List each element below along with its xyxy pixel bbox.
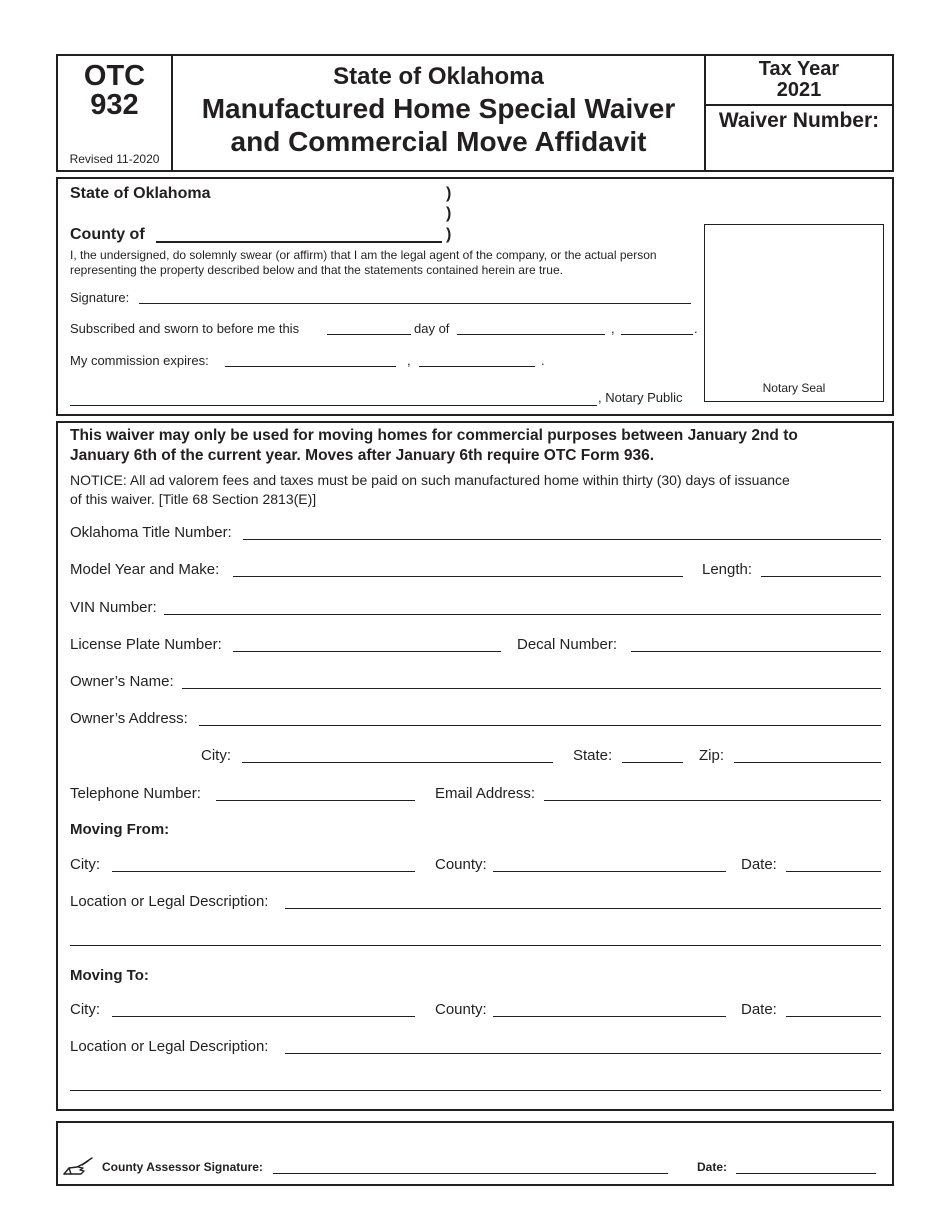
- form-title-line1: Manufactured Home Special Waiver: [201, 93, 676, 124]
- subscribed-label: Subscribed and sworn to before me this: [70, 321, 300, 336]
- commission-date-input[interactable]: [225, 350, 396, 367]
- title-number-label: Oklahoma Title Number:: [70, 524, 232, 541]
- subscribed-period: .: [694, 321, 698, 336]
- decal-label: Decal Number:: [517, 636, 618, 653]
- subscribed-comma: ,: [611, 321, 615, 336]
- from-date-label: Date:: [741, 856, 777, 873]
- owner-city-label: City:: [201, 747, 231, 764]
- assessor-date-label: Date:: [697, 1160, 728, 1174]
- owner-state-input[interactable]: [622, 746, 683, 763]
- decal-input[interactable]: [631, 635, 881, 652]
- assessor-date-input[interactable]: [736, 1157, 876, 1174]
- oath-text-line1: I, the undersigned, do solemnly swear (or affirm) that I am the legal agent of the company, or the actual person: [70, 248, 657, 262]
- commission-label: My commission expires:: [70, 353, 209, 368]
- from-county-label: County:: [435, 856, 487, 873]
- notary-seal-label: Notary Seal: [762, 381, 826, 395]
- commission-period: .: [541, 353, 545, 368]
- revised-date: Revised 11-2020: [69, 152, 160, 166]
- length-input[interactable]: [761, 560, 881, 577]
- commission-year-input[interactable]: [419, 350, 535, 367]
- writing-hand-icon: [62, 1155, 94, 1177]
- paren-1: ): [446, 185, 452, 202]
- subscribed-year-input[interactable]: [621, 318, 693, 335]
- tax-year-value: 2021: [776, 79, 822, 101]
- owner-zip-input[interactable]: [734, 746, 881, 763]
- notice-line1: NOTICE: All ad valorem fees and taxes must be paid on such manufactured home within thirty (30) days of issuance: [70, 472, 790, 488]
- from-location-label: Location or Legal Description:: [70, 893, 269, 910]
- owner-state-label: State:: [573, 747, 613, 764]
- telephone-input[interactable]: [216, 784, 415, 801]
- model-year-make-input[interactable]: [233, 560, 683, 577]
- state-title: State of Oklahoma: [333, 63, 544, 90]
- form-code-line1: OTC: [83, 60, 146, 92]
- email-label: Email Address:: [435, 785, 536, 802]
- assessor-signature-label: County Assessor Signature:: [102, 1160, 263, 1174]
- header-divider-tax: [704, 104, 894, 106]
- owner-address-label: Owner’s Address:: [70, 710, 188, 727]
- assessor-signature-input[interactable]: [273, 1157, 668, 1174]
- to-location-label: Location or Legal Description:: [70, 1038, 269, 1055]
- form-title-line2: and Commercial Move Affidavit: [230, 126, 647, 157]
- moving-from-label: Moving From:: [70, 821, 170, 838]
- to-county-input[interactable]: [493, 1000, 726, 1017]
- waiver-number-input[interactable]: [714, 140, 884, 156]
- title-number-input[interactable]: [243, 523, 881, 540]
- length-label: Length:: [702, 561, 753, 578]
- waiver-notice-line2: January 6th of the current year. Moves after January 6th require OTC Form 936.: [70, 447, 655, 464]
- owner-name-input[interactable]: [182, 672, 881, 689]
- affidavit-state-label: State of Oklahoma: [70, 185, 211, 202]
- from-city-input[interactable]: [112, 855, 415, 872]
- to-location-input-line2[interactable]: [70, 1074, 881, 1091]
- to-city-input[interactable]: [112, 1000, 415, 1017]
- subscribed-month-input[interactable]: [457, 318, 605, 335]
- county-of-input[interactable]: [156, 225, 442, 243]
- license-plate-label: License Plate Number:: [70, 636, 222, 653]
- from-city-label: City:: [70, 856, 100, 873]
- assessor-box: [56, 1121, 894, 1186]
- license-plate-input[interactable]: [233, 635, 501, 652]
- owner-zip-label: Zip:: [699, 747, 725, 764]
- subscribed-day-input[interactable]: [327, 318, 411, 335]
- owner-address-input[interactable]: [199, 709, 881, 726]
- notice-line2: of this waiver. [Title 68 Section 2813(E)]: [70, 491, 317, 507]
- from-location-input[interactable]: [285, 892, 881, 909]
- commission-comma: ,: [407, 353, 411, 368]
- paren-2: ): [446, 205, 452, 222]
- to-date-label: Date:: [741, 1001, 777, 1018]
- notary-seal-box: [704, 224, 884, 402]
- moving-to-label: Moving To:: [70, 967, 149, 984]
- owner-name-label: Owner’s Name:: [70, 673, 174, 690]
- from-location-input-line2[interactable]: [70, 929, 881, 946]
- to-location-input[interactable]: [285, 1037, 881, 1054]
- oath-text-line2: representing the property described below and that the statements contained herein are true.: [70, 263, 563, 277]
- to-county-label: County:: [435, 1001, 487, 1018]
- paren-3: ): [446, 226, 452, 243]
- vin-input[interactable]: [164, 598, 881, 615]
- waiver-notice-line1: This waiver may only be used for moving homes for commercial purposes between January 2nd to: [70, 427, 798, 444]
- tax-year-label: Tax Year: [758, 58, 840, 80]
- to-date-input[interactable]: [786, 1000, 881, 1017]
- day-of-label: day of: [414, 321, 450, 336]
- notary-public-label: , Notary Public: [598, 390, 683, 405]
- waiver-number-label: Waiver Number:: [718, 109, 880, 132]
- signature-input[interactable]: [139, 287, 691, 304]
- vin-label: VIN Number:: [70, 599, 157, 616]
- notary-public-input[interactable]: [70, 389, 597, 406]
- model-year-make-label: Model Year and Make:: [70, 561, 220, 578]
- signature-label: Signature:: [70, 290, 130, 305]
- county-of-label: County of: [70, 226, 145, 243]
- from-date-input[interactable]: [786, 855, 881, 872]
- form-code-line2: 932: [90, 89, 139, 121]
- email-input[interactable]: [544, 784, 881, 801]
- to-city-label: City:: [70, 1001, 100, 1018]
- owner-city-input[interactable]: [242, 746, 553, 763]
- telephone-label: Telephone Number:: [70, 785, 201, 802]
- from-county-input[interactable]: [493, 855, 726, 872]
